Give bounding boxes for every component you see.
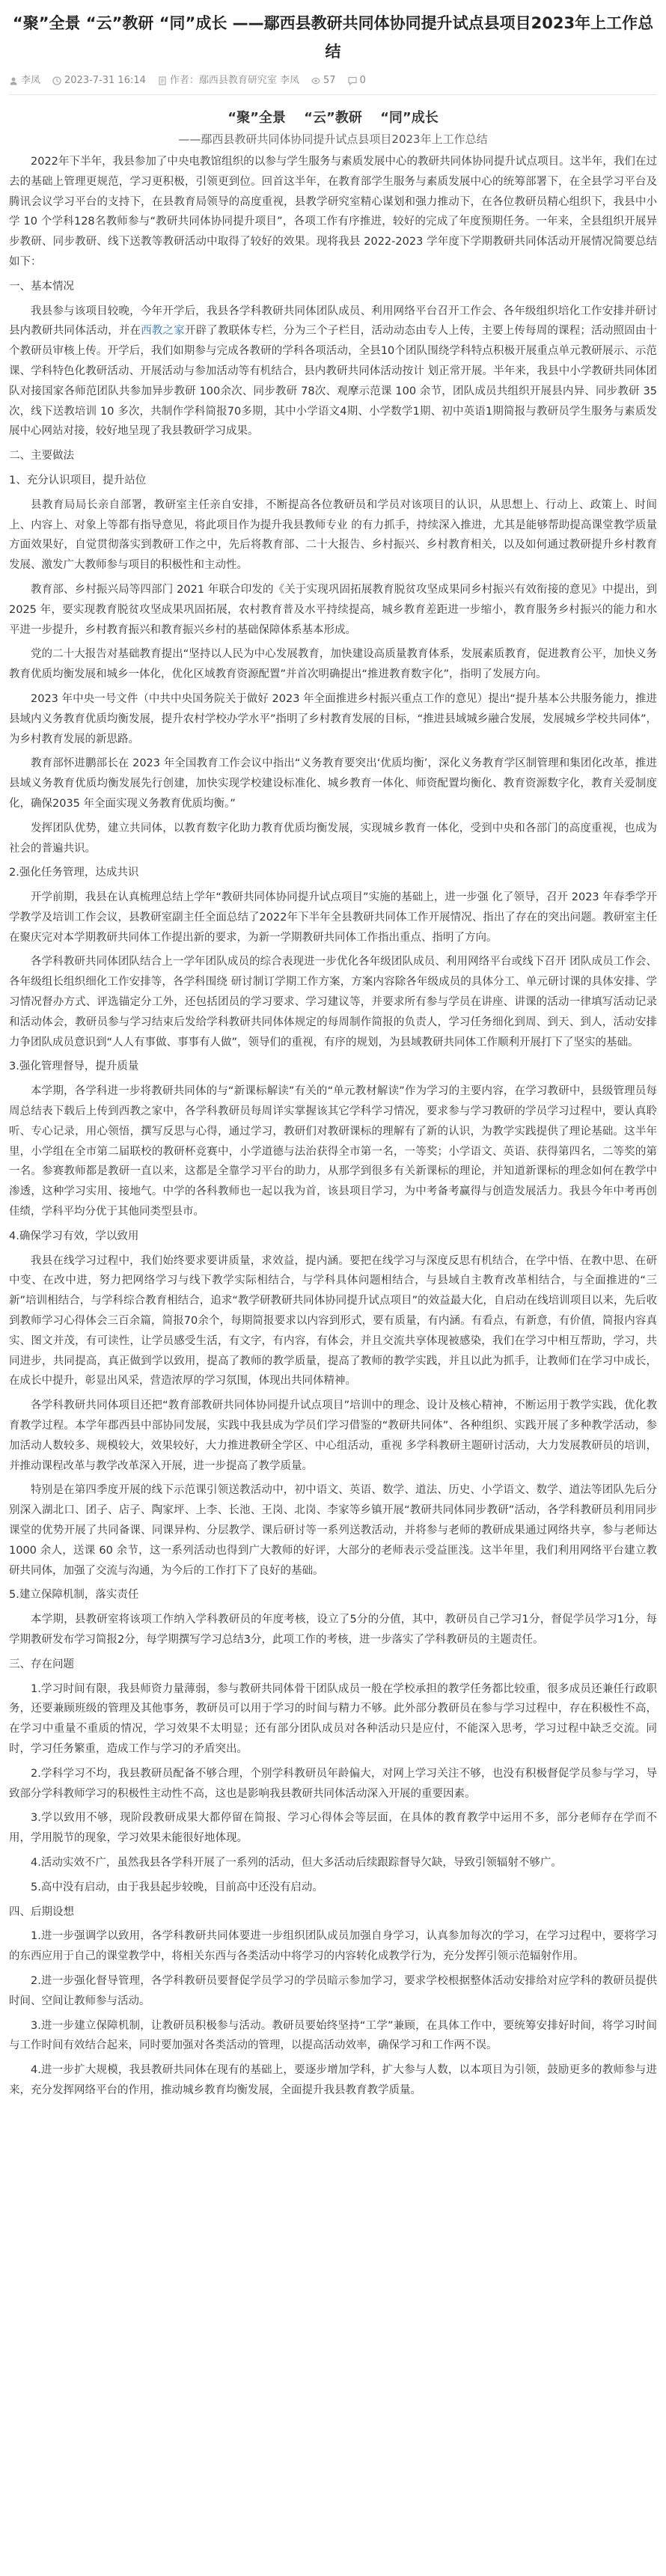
section-heading-1: 一、基本情况	[9, 280, 74, 293]
paragraph: 4.进一步扩大规模，我县教研共同体在现有的基础上，要逐步增加学科，扩大参与人数，以本项目为引领，鼓励更多的教师参与进来，充分发挥网络平台的作用，推动城乡教育均衡发展，全面提升我县教育教学质量。	[9, 2064, 657, 2096]
article	[9, 0, 657, 2105]
article-title: “聚”全景 “云”教研 “同”成长 ——鄢西县教研共同体协同提升试点县项目2023年上工作总结	[12, 14, 654, 61]
section-heading-4: 四、后期设想	[9, 1905, 74, 1918]
paragraph-intro: 2022年下半年，我县参加了中央电教馆组织的以参与学生服务与素质发展中心的教研共同体协同提升试点项目。这半年，我们在过去的基础上管理更规范，学习更积极，引领更到位。回首这半年，在教育部学生服务与素质发展中心的统筹部署下，在全县学习平台及腾讯会议学习平台的支持下，在县教育局领导的高度重视，县教学研究室精心谋划和强力推动下，在各位教研员精心组织下，我县中小学 10 个学科128名教师参与“教研共同体协同提升项目”，各项工作有序推进，较好的完成了年度预期任务。一年来，全县组织开展异步教研、同步教研、线下送教等教研活动中取得了较好的效果。现将我县 2022-2023 学年度下学期教研共同体活动开展情况简要总结如下：	[9, 156, 657, 268]
paragraph: 党的二十大报告对基础教育提出“坚持以人民为中心发展教育，加快建设高质量教育体系，发展素质教育，促进教育公平，加快义务教育优质均衡发展和城乡一体化，优化区域教育资源配置”并首次明确提出“推进教育数字化”，指明了发展方向。	[9, 648, 657, 681]
eye-icon	[311, 76, 320, 85]
paragraph: 1.学习时间有限，我县师资力量薄弱，参与教研共同体骨干团队成员一般在学校承担的教学任务都比较重，很多成员还兼任行政职务，还要兼顾班级的管理及其他事务，教研员可以用于学习的时间与精力不够。此外部分教研员在参与学习过程中，存在积极性不高，在学习中重量不重质的情况，学习效果不太明显；还有部分团队成员对各种活动只是应付，不能深入思考，学习过程中缺乏交流。同时，学习任务繁重，造成工作与学习的矛盾突出。	[9, 1682, 657, 1755]
subheading-2-3: 3.强化管理督导，提升质量	[9, 1060, 139, 1073]
subheading-2-5: 5.建立保障机制，落实责任	[9, 1589, 139, 1602]
document-icon	[158, 76, 167, 85]
paragraph: 3.学以致用不够，现阶段教研成果大都停留在简报、学习心得体会等层面，在具体的教育教学中运用不多，部分老师存在学而不用，学用脱节的现象，学习效果未能很好地体现。	[9, 1812, 657, 1845]
paragraph: 各学科教研共同体项目还把“教育部教研共同体协同提升试点项目”培训中的理念、设计及核心精神，不断运用于教学实践，优化教育教学过程。本学年郡西县中部协同发展，实践中我县成为学员们学习借鉴的“教研共同体”、各种组织、实践开展了多种教学活动，参加活动人数较多、规模较大，效果较好，大力推进教研全学区、中心组活动，重视 多学科教研主题研讨活动，大力发展教研员的培训，并推动课程改革与教学改革深入开展，进一步提高了教学质量。	[9, 1400, 657, 1472]
paragraph: 1.进一步强调学以致用，各学科教研共同体要进一步组织团队成员加强自身学习，认真参加每次的学习，在学习过程中，要将学习的东西应用于自己的课堂教学中，将相关东西与各类活动中将学习的内容转化成教学行为，充分发挥引领示范辐射作用。	[9, 1930, 657, 1963]
paragraph: 本学期，各学科进一步将教研共同体的与“新课标解读”有关的“单元教材解读”作为学习的主要内容，在学习教研中，县级管理员每周总结表下载后上传到西教之家中，各学科教研员每周详实掌握该其它学科学习情况，要求参与学习教研的学员学习过程中，要认真聆听、专心记录，用心领悟，撰写反思与心得，通过学习，教研们对教研课标的理解有了新的认识，为教学实践提供了理论基础。这半年里，小学组在全市第二届联校的教研杯竞赛中，小学道德与法治获得全市第一名，一等奖；小学语文、英语、获得第四名，二等奖的第一名。参赛教师都是教研一直以来，这都是全靠学习平台的助力，从那学到很多有关新课标的理论，并知道新课标的理念如何在教学中渗透，这种学习实用、接地气。中学的各科教师也一起以我为首，该县项目学习，为中考备考赢得与创造发展活力。我县今年中考再创佳绩，学科平均分优于其他同类型县市。	[9, 1085, 657, 1218]
paragraph: 特别是在第四季度开展的线下示范课引领送教活动中，初中语文、英语、数学、道法、历史、小学语文、数学、道法等团队先后分别深入湖北口、团子、店子、陶家坪、上李、长池、王岗、北岗、李家等乡镇开展“教研共同体同步教研”活动，各学科教研员利用同步课堂的优势开展了共同备课、同课异构、分层教学、课后研讨等一系列送教活动，并将参与老师的教研成果通过网络共享，参与老师达 1000 余人，送课 60 余节，这一系列活动也得到广大教师的好评，大部分的老师表示受益匪浅。这半年里，我们利用网络平台建立教研共同体，加强了交流与沟通，为今后的工作打下了良好的基础。	[9, 1484, 657, 1577]
paragraph: 4.活动实效不广，虽然我县各学科开展了一系列的活动，但大多活动后续跟踪督导欠缺，导致引领辐射不够广。	[31, 1856, 562, 1869]
meta-date: 2023-7-31 16:14	[52, 72, 146, 90]
section-heading-3: 三、存在问题	[9, 1658, 74, 1670]
divider	[9, 94, 657, 95]
paragraph: 我县在线学习过程中，我们始终要求要讲质量，求效益，提内涵。要把在线学习与深度反思有机结合，在学中悟、在教中思、在研中变、在改中进，努力把网络学习与线下教学实际相结合，与学科具体问题相结合，与县域自主教育改革相结合，与全面推进的“三新”培训相结合，与学科综合教育相结合，追求“教学研教研共同体协同提升试点项目”的效益最大化，自启动在线培训项目以来，先后收到教师学习心得体会三百余篇，简报70余个，每期简报要求以内容到形式，要有质量，有内涵。有看点，有新意，有价值，简报内容真实、图文并茂，有可读性，让学员感受生活，有文字，有内容，有体会，并且交流共享体现被感染，我们在学习中相互帮助，学习，共同进步，共同提高，真正做到学以致用，提高了教师的教学质量，提高了教师的教学实践，并且以此为抓手，让教师们在学习中成长，在成长中提升，彰显出风采，营造浓厚的学习氛围，体现出共同体精神。	[9, 1254, 657, 1388]
paragraph: 本学期，县教研室将该项工作纳入学科教研员的年度考核，设立了5分的分值，其中，教研员自己学习1分，督促学员学习1分，每学期教研发布学习简报2分，每学期撰写学习总结3分，此项工作的考核，进一步落实了学科教研员的主题责任。	[9, 1614, 657, 1646]
paragraph: 2.学科学习不均，我县教研员配备不够合理，个别学科教研员年龄偏大，对网上学习关注不够，也没有积极督促学员参与学习，导致部分学科教师学习的积极性主动性不高，这也是影响我县教研共同体活动深入开展的重要因素。	[9, 1767, 657, 1800]
article-body	[9, 152, 657, 2101]
paragraph: 3.进一步建立保障机制，让教研员积极参与活动。教研员要始终坚持“工学”兼顾，在具体工作中，要统筹安排好时间，将学习时间与工作时间有效结合起来，同时要加强对各类活动的管理，以提高活动效率，确保学习和工作两不误。	[9, 2019, 657, 2052]
user-icon	[9, 76, 18, 85]
meta-author[interactable]: 李凤	[9, 72, 40, 90]
meta-views: 57	[311, 72, 336, 90]
paragraph: 5.高中没有启动，由于我县起步较晚，目前高中还没有启动。	[31, 1881, 323, 1893]
paragraph: 发挥团队优势，建立共同体，以教育数字化助力教育优质均衡发展，实现城乡教育一体化，受到中央和各部门的高度重视，也成为社会的普遍共识。	[9, 822, 657, 855]
article-meta	[9, 72, 657, 90]
subheading-2-1: 1、充分认识项目，提升站位	[9, 474, 147, 486]
xijiao-home-link[interactable]: 西教之家	[141, 325, 185, 338]
paragraph: 各学科教研共同体团队结合上一学年团队成员的综合表现进一步优化各年级团队成员、利用网络平台或线下召开 团队成员工作会、各年级组长组织细化工作安排等，各学科围绕 研讨制订学期工作方案，方案内容除各年级成员的具体分工、单元研讨课的具体安排、学习情况督办方式、评选锚定分工外，还包括团员的学习要求、学习建议等，并要求所有参与学员在讲座、讲课的活动一律填写活动记录和活动体会，教研员参与学习结束后发给学科教研共同体体规定的每周制作简报的负责人，学习任务细化到周、到天、到人，活动安排力争团队成员意识到“人人有事做、事事有人做”，领导们的重视，有序的规划，为县域教研共同体工作顺利开展打下了坚实的基础。	[9, 956, 657, 1049]
subheading-2-4: 4.确保学习有效，学以致用	[9, 1230, 139, 1242]
paragraph-basic: 我县参与该项目较晚，今年开学后，我县各学科教研共同体团队成员、利用网络平台召开工作会、各年级组织培化工作安排并研讨 县内教研共同体活动，并在西教之家开辟了教联体专栏，分为三个子栏目，活动动态由专人上传，主要上传每周的课程；活动照固由十个教研员审核上传。开学后，我们如期参与完成各教研的学科各项活动，全县10个团队围绕学科特点积极开展重点单元教研展示、示范课、学科特色化教研活动、开展活动与参加活动等有机结合，县内教研共同体活动按计 划正常开展。半年来，我县中小学教研共同体团队对接国家各师范团队共参加异步教研 100余次、同步教研 78次、观摩示范课 100 余节，团队成员共组织开展县内异、同步教研 35 次，线下送教培训 10 多次，共制作学科简报70多期，其中小学语文4期、小学数学1期、初中英语1期简报与教研员学生服务与素质发展中心网站对接，较好地呈现了我县教研学习成果。	[9, 305, 658, 438]
meta-source: 作者：鄢西县教育研究室 李凤	[158, 72, 299, 90]
paragraph: 教育部怀进鹏部长在 2023 年全国教育工作会议中指出“义务教育要突出‘优质均衡’，深化义务教育学区制管理和集团化改革，推进县域义务教育优质均衡发展先行创建，加快实现学校建设标准化、城乡教育一体化、师资配置均衡化、教育资源数字化，教育关爱制度化，确保2035 年全面实现义务教育优质均衡。”	[9, 757, 657, 810]
meta-comments[interactable]: 0	[348, 72, 366, 90]
clock-icon	[52, 76, 61, 85]
paragraph: 2023 年中央一号文件（中共中央国务院关于做好 2023 年全面推进乡村振兴重点工作的意见）提出“提升基本公共服务能力，推进县域内义务教育优质均衡发展，提升农村学校办学水平”指明了乡村教育发展的目标，“推进县域城乡融合发展，发展城乡学校共同体”，为乡村教育发展的新思路。	[9, 692, 657, 745]
article-subtitle-secondary: ——鄢西县教研共同体协同提升试点县项目2023年上工作总结	[178, 132, 488, 146]
paragraph: 开学前期，我县在认真梳理总结上学年“教研共同体协同提升试点项目”实施的基础上，进一步强 化了领导，召开 2023 年春季学开学教学及培训工作会议，县教研室副主任全面总结了2022年下半年全县教研共同体工作开展情况、指出了存在的突出问题。教研室主任在聚庆完对本学期教研共同体工作提出新的要求，为新一学期教研共同体工作指出重点、指明了方向。	[9, 891, 657, 944]
subheading-2-2: 2.强化任务管理，达成共识	[9, 867, 139, 879]
article-subtitle: “聚”全景 “云”教研 “同”成长	[227, 110, 439, 126]
paragraph: 教育部、乡村振兴局等四部门 2021 年联合印发的《关于实现巩固拓展教育脱贫攻坚成果同乡村振兴有效衔接的意见》中提出，到 2025 年，要实现教育脱贫攻坚成果巩固拓展，农村教育普及水平持续提高，城乡教育差距进一步缩小，教育服务乡村振兴的能力和水平进一步提升，乡村教育振兴和教育振兴乡村的基础保障体系基本形成。	[9, 583, 657, 636]
paragraph: 县教育局局长亲自部署，教研室主任亲自安排，不断提高各位教研员和学员对该项目的认识，从思想上、行动上、政策上、时间上、内容上、对象上等都有指导意见，将此项目作为提升我县教师专业 的有力抓手，持续深入推进，尤其是能够帮助提高课堂教学质量方面效果好，自觉贯彻落实到教研工作之中，先后将教育部、二十大报告、乡村振兴、乡村教育相关，以及如何通过教研提升乡村教育发展、激发广大教师参与项目的积极性和主动性。	[9, 498, 657, 572]
comment-icon	[348, 76, 357, 85]
section-heading-2: 二、主要做法	[9, 450, 74, 463]
paragraph: 2.进一步强化督导管理，各学科教研员要督促学员学习的学员暗示参加学习，要求学校根据整体活动安排给对应学科的教研员提供时间、空间让教师参与活动。	[9, 1974, 657, 2007]
